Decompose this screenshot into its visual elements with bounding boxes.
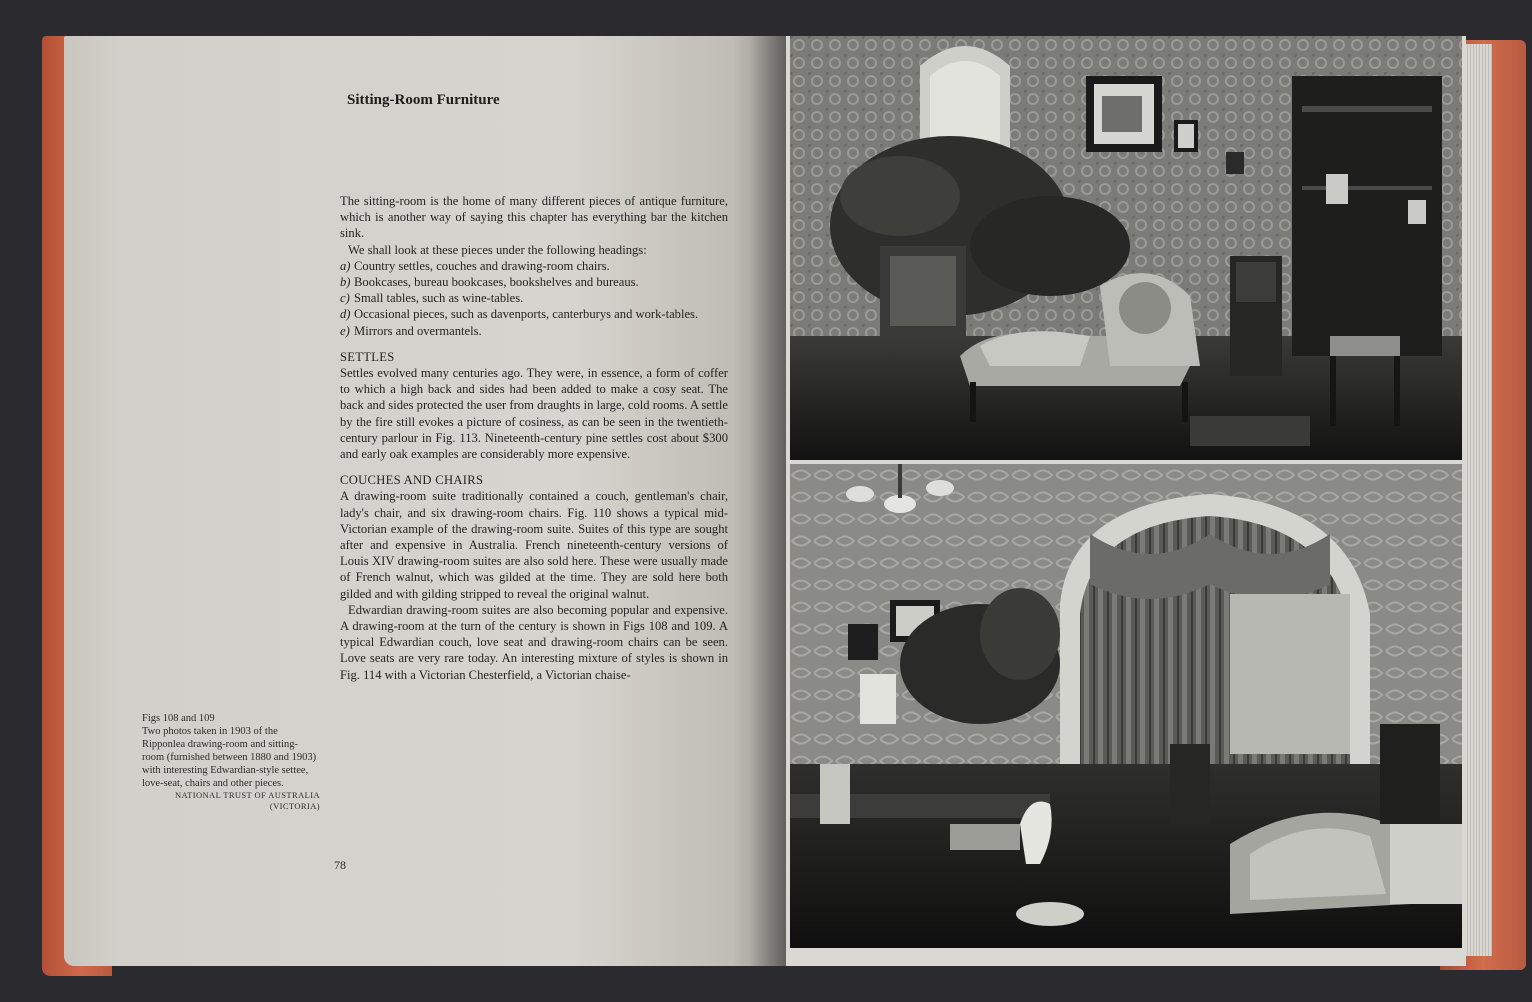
caption-credit-line-2: (VICTORIA) [269, 801, 320, 811]
intro-paragraph: The sitting-room is the home of many different pieces of antique furniture, which is another way of saying this chapter has everything bar the kitchen sink. [340, 194, 728, 241]
settles-heading: SETTLES [340, 349, 395, 364]
caption-title: Figs 108 and 109 [142, 713, 215, 724]
settles-paragraph: Settles evolved many centuries ago. They were, in essence, a form of coffer to which a high back and sides had been added to make a cosy seat. The back and sides protected the user from draughts in large, cold rooms. A settle by the fire still evokes a picture of cosiness, as can be seen in the twentieth-century parlour in Fig. 113. Nineteenth-century pine settles cost about $300 and early oak examples are considerably more expensive. [340, 366, 728, 462]
couches-paragraph-2: Edwardian drawing-room suites are also becoming popular and expensive. A drawing-room at the turn of the century is shown in Figs 108 and 109. A typical Edwardian couch, love seat and drawing-room chairs can be seen. Love seats are very rare today. An interesting mixture of styles is shown in Fig. 114 with a Victorian Chesterfield, a Victorian chaise- [340, 602, 728, 682]
list-intro: We shall look at these pieces under the following headings: [348, 242, 647, 257]
page-stack-edge [1462, 44, 1492, 956]
caption-text: Two photos taken in 1903 of the Ripponlea drawing-room and sitting-room (furnished between 1880 and 1903) with interesting Edwardian-style settee, love-seat, chairs and other pieces. [142, 726, 317, 789]
list-item: a) Country settles, couches and drawing-room chairs. [340, 258, 610, 273]
photo-sitting-room [790, 36, 1462, 460]
spine-shadow [750, 36, 790, 966]
page-heading: Sitting-Room Furniture [347, 92, 500, 108]
page-number: 78 [334, 858, 346, 872]
list-item: c) Small tables, such as wine-tables. [340, 291, 524, 306]
caption-credit-line-1: NATIONAL TRUST OF AUSTRALIA [175, 790, 320, 800]
body-text [340, 193, 728, 683]
list-item: b) Bookcases, bureau bookcases, bookshelves and bureaus. [340, 275, 639, 290]
couches-heading: COUCHES AND CHAIRS [340, 473, 484, 488]
figure-caption [142, 712, 320, 812]
photo-drawing-room [790, 464, 1462, 948]
list-item: e) Mirrors and overmantels. [340, 323, 482, 338]
list-item: d) Occasional pieces, such as davenports, canterburys and work-tables. [340, 307, 699, 322]
couches-paragraph-1: A drawing-room suite traditionally contained a couch, gentleman's chair, lady's chair, and six drawing-room chairs. Fig. 110 shows a typical mid-Victorian example of the drawing-room suite. Suites of this type are sought after and expensive in Australia. French nineteenth-century versions of Louis XIV drawing-room suites are also sold here. These were usually made of French walnut, which was gilded at the time. They are sold here both gilded and with gilding stripped to reveal the original walnut. [340, 489, 728, 601]
headings-list [340, 258, 728, 339]
